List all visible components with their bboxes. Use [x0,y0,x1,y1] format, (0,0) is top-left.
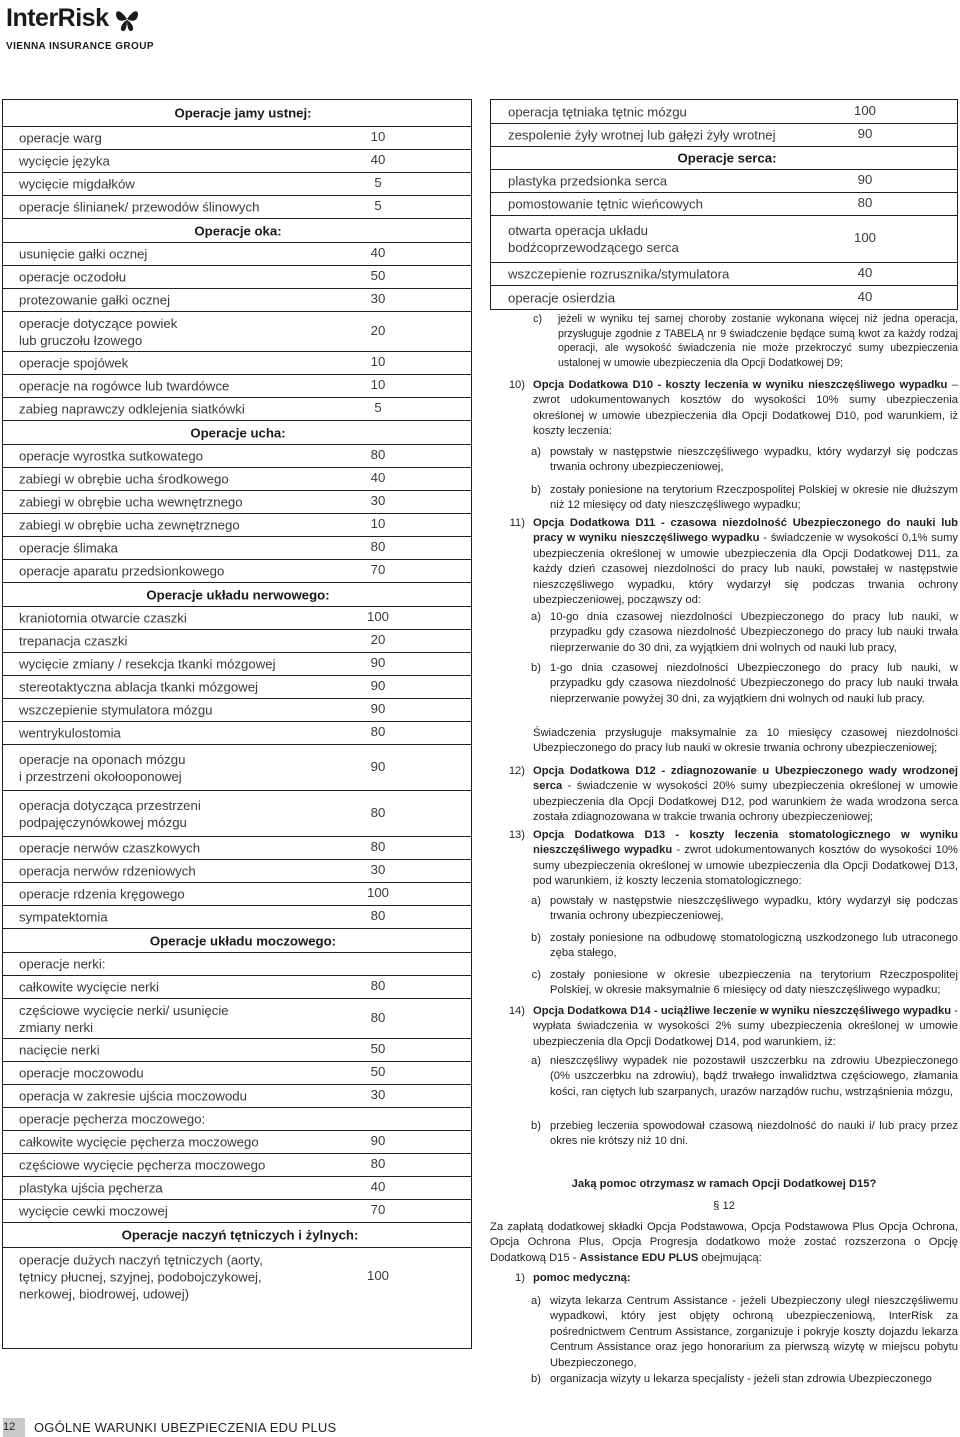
row-value: 10 [370,354,386,369]
right-operations-table [490,99,958,310]
option-d14-text: - wypłata świadczenia w wysokości 2% sumy ubezpieczenia określonej w umowie ubezpieczenia dla Opcji Dodatkowej D14, pod warunkiem, iż: [533,1005,958,1048]
row-label-line: operacje dotyczące powiek [19,315,178,331]
section-title: Operacje naczyń tętniczych i żylnych: [121,1227,359,1243]
option-d11-marker: 11) [509,517,525,529]
d15-intro-tail: obejmującą: [698,1251,762,1264]
row-label: operacja w zakresie ujścia moczowodu [19,1088,247,1104]
option-d14-a [490,1054,958,1100]
row-label: usunięcie gałki ocznej [19,246,148,262]
option-d14-b-marker: b) [531,1120,541,1132]
section-title: Operacje ucha: [190,425,286,440]
page-number: 12 [3,1421,16,1433]
row-label: operacje warg [19,130,102,146]
d15-item-1a-marker: a) [531,1295,541,1307]
table-row [3,882,471,905]
row-value: 80 [370,1009,386,1025]
row-label: operacje na rogówce lub twardówce [19,378,230,394]
option-d11-a [490,610,958,656]
row-value: 90 [857,172,873,187]
table-row [3,265,471,288]
option-d13 [490,828,958,890]
row-label: całkowite wycięcie pęcherza moczowego [19,1134,259,1150]
table-row [491,192,957,215]
row-value: 50 [370,268,386,283]
table-row [3,790,471,836]
table-row [3,559,471,582]
row-label: pomostowanie tętnic wieńcowych [508,196,703,212]
option-d13-c-text: zostały poniesione w okresie ubezpieczenia na terytorium Rzeczpospolitej Polskiej, w okresie maksymalnie 6 miesięcy od daty nieszczęśliwego wypadku; [550,969,958,997]
row-label: całkowite wycięcie nerki [19,979,159,995]
option-d10-b-marker: b) [531,484,541,496]
option-d10-a [490,445,958,476]
row-label [19,797,201,831]
item-c-marker: c) [533,313,542,325]
table-row [3,288,471,311]
row-value: 100 [853,230,877,245]
row-label: wszczepienie rozrusznika/stymulatora [508,266,730,282]
table-row [3,744,471,790]
table-row [3,905,471,928]
table-row [3,1084,471,1107]
section-sign: § 12 [713,1200,735,1212]
option-d12 [490,764,958,826]
row-label-line: zmiany nerki [19,1019,94,1035]
row-label: wentrykulostomia [19,725,121,741]
row-label: zabieg naprawczy odklejenia siatkówki [19,401,245,417]
option-d11-a-marker: a) [531,611,541,623]
table-row [3,467,471,490]
row-label: zabiegi w obrębie ucha środkowego [19,471,229,487]
row-label: operacje ślinianek/ przewodów ślinowych [19,199,260,215]
table-row [3,859,471,882]
brand-subtitle: VIENNA INSURANCE GROUP [6,41,154,52]
table-row [3,374,471,397]
row-value: 30 [370,862,386,877]
row-value: 50 [370,1064,386,1079]
row-label [19,1002,229,1036]
table-row [3,952,471,975]
row-label: operacje rdzenia kręgowego [19,886,185,902]
row-value: 40 [857,265,873,280]
row-label-line: operacje dużych naczyń tętniczych (aorty, [19,1252,263,1267]
row-label: operacja tętniaka tętnic mózgu [508,104,687,119]
brand-name: InterRisk [6,4,109,32]
row-label-line: podpajęczynówkowej mózgu [19,814,187,830]
row-label-line: operacja dotycząca przestrzeni [19,797,201,813]
section-title: Operacje układu nerwowego: [146,587,330,602]
table-row [3,998,471,1038]
table-row [3,606,471,629]
section-header [3,420,471,444]
page-footer [0,1418,340,1437]
row-label-line: częściowe wycięcie nerki/ usunięcie [19,1002,229,1018]
row-value: 80 [370,1156,386,1171]
table-row [3,242,471,265]
d15-item-1b [490,1372,958,1387]
d15-item-1b-text: organizacja wizyty u lekarza specjalisty - jeżeli stan zdrowia Ubezpieczonego [550,1373,932,1385]
option-d14-b [490,1119,958,1150]
section-header [3,1222,471,1247]
table-row [3,1176,471,1199]
row-label: kraniotomia otwarcie czaszki [19,610,187,626]
row-label: plastyka ujścia pęcherza [19,1180,163,1196]
option-d10-b-text: zostały poniesione na terytorium Rzeczpospolitej Polskiej w okresie nie dłuższym niż 12 miesięcy od daty nieszczęśliwego wypadku; [550,484,958,512]
table-row [3,1107,471,1130]
row-value: 100 [366,885,390,900]
option-d11-b [490,661,958,707]
option-d14-a-text: nieszczęśliwy wypadek nie pozostawił uszczerbku na zdrowiu Ubezpieczonego (0% uszczerbku na zdrowiu), bądź trwałego inwalidztwa częściowego, złamania kości, ran ciętych lub szarpanych, urazów narządów ruchu, wstrząśnienia mózgu, [550,1055,958,1098]
d15-item-1a-text: wizyta lekarza Centrum Assistance - jeżeli Ubezpieczony uległ nieszczęśliwemu wypadkowi, który jest objęty ochroną ubezpieczeniową, InterRisk za pośrednictwem Centrum Assistance, zorganizuje i pokryje koszty dojazdu lekarza Centrum Assistance oraz jego honorarium za pierwszą wizytę w miejscu pobytu Ubezpieczonego, [550,1295,958,1369]
row-label: protezowanie gałki ocznej [19,292,171,308]
option-d14-marker: 14) [508,1005,525,1017]
row-value: 80 [370,908,386,923]
row-value: 10 [370,377,386,392]
row-label: nacięcie nerki [19,1042,100,1058]
table-row [491,100,957,123]
table-row [3,698,471,721]
row-label: operacje oczodołu [19,269,127,285]
section-title: Operacje oka: [194,223,282,238]
row-value: 70 [370,1202,386,1217]
row-value: 100 [366,609,390,624]
row-value: 10 [370,129,386,144]
row-label-line: operacje na oponach mózgu [19,751,186,767]
option-d13-c-marker: c) [531,969,541,981]
row-label-line: nerkowej, biodrowej, udowej) [19,1286,190,1301]
table-row [491,215,957,262]
row-label: zabiegi w obrębie ucha zewnętrznego [19,517,240,533]
d15-intro-bold: Assistance EDU PLUS [579,1251,699,1264]
option-d12-text: - świadczenie w wysokości 20% sumy ubezpieczenia określonej w umowie ubezpieczenia dla Opcji Dodatkowej D12, pod warunkiem że wada wrodzona serca została zdiagnozowana w trakcie trwania ochrony ubezpieczeniowej; [533,780,958,824]
row-label: operacje pęcherza moczowego: [19,1111,206,1127]
row-label: wycięcie migdałków [19,176,135,192]
option-d11-note: Świadczenia przysługuje maksymalnie za 10 miesięcy czasowej niezdolności Ubezpieczonego do pracy lub nauki w okresie trwania ochrony ubezpieczeniowej; [533,727,958,755]
row-value: 50 [370,1041,386,1056]
row-value: 80 [370,447,386,462]
table-row [3,836,471,859]
row-label: operacje ślimaka [19,540,118,556]
row-value: 5 [374,400,382,415]
row-label [19,751,185,785]
row-label: częściowe wycięcie pęcherza moczowego [19,1157,266,1173]
row-label: wycięcie języka [19,153,110,169]
table-row [3,397,471,420]
row-value: 40 [370,245,386,260]
section-title: Operacje jamy ustnej: [174,105,312,121]
row-label-line: i przestrzeni okołooponowej [19,768,182,784]
table-row [3,629,471,652]
section-header [3,582,471,606]
row-label: operacje nerwów czaszkowych [19,840,201,856]
option-d11-a-text: 10-go dnia czasowej niezdolności Ubezpieczonego do pracy lub nauki, w przypadku gdy czasowa niezdolność Ubezpieczonego do pracy lub nauki trwała nieprzerwanie do 30 dni, za wyjątkiem dni wolnych od nauki lub pracy, [550,611,958,654]
row-value: 90 [370,758,386,774]
table-row [3,311,471,351]
d15-intro-text: Za zapłatą dodatkowej składki Opcja Podstawowa, Opcja Podstawowa Plus Opcja Ochrona, Opcja Ochrona Plus, Opcja Progresja dodatkowo może zostać rozszerzona o Opcję Dodatkową D15 - [490,1221,958,1264]
table-row [491,169,957,192]
d15-item-1-title: pomoc medyczną: [533,1272,631,1284]
table-row [3,1199,471,1222]
option-d13-a [490,894,958,925]
row-label: wycięcie cewki moczowej [19,1203,168,1219]
item-c [490,312,958,370]
butterfly-icon [114,4,140,34]
option-d13-b-marker: b) [531,932,541,944]
table-row [3,172,471,195]
option-d10-b [490,483,958,514]
option-d11 [490,516,958,608]
row-value: 30 [370,493,386,508]
option-d10-title: Opcja Dodatkowa D10 - koszty leczenia w wyniku nieszczęśliwego wypadku [533,379,948,391]
row-label: trepanacja czaszki [19,633,128,649]
row-label: operacja nerwów rdzeniowych [19,863,196,879]
row-value: 5 [374,198,382,213]
option-d10 [490,378,958,440]
row-label: zabiegi w obrębie ucha wewnętrznego [19,494,243,510]
row-label-line: otwarta operacja układu [508,223,649,238]
row-value: 90 [857,126,873,141]
d15-heading: Jaką pomoc otrzymasz w ramach Opcji Dodatkowej D15? [571,1178,877,1190]
option-d11-title: Opcja Dodatkowa D11 - czasowa niezdolność Ubezpieczonego do nauki lub pracy w wyniku nieszczęśliwego wypadku [533,517,958,545]
row-value: 40 [857,289,873,304]
option-d13-text: - zwrot udokumentowanych kosztów do wysokości 10% sumy ubezpieczenia określonej w umowie ubezpieczenia dla Opcji Dodatkowej D13, pod warunkiem, iż koszty leczenia stomatologicznego: [533,844,958,888]
row-label: stereotaktyczna ablacja tkanki mózgowej [19,679,258,695]
row-value: 90 [370,655,386,670]
option-d11-text: - świadczenie w wysokości 0,1% sumy ubezpieczenia określonej w umowie ubezpieczenia dla Opcji Dodatkowej D11, za każdy dzień czasowej niezdolności do pracy lub nauki, powstałej w następstwie nieszczęśliwego wypadku, który wydarzył się podczas trwania ochrony ubezpieczeniowej, począwszy od: [533,532,958,607]
row-value: 100 [366,1267,390,1283]
d15-item-1 [490,1271,958,1286]
row-value: 80 [857,195,873,210]
table-row [3,652,471,675]
section-header [3,218,471,242]
table-row [491,123,957,146]
row-label [19,315,177,349]
row-label: operacje moczowodu [19,1065,144,1081]
row-value: 80 [370,539,386,554]
table-row [3,536,471,559]
row-value: 30 [370,291,386,306]
table-row [3,975,471,998]
table-row [3,1130,471,1153]
interrisk-logo [6,4,154,54]
option-d10-a-marker: a) [531,446,541,458]
option-d13-a-text: powstały w następstwie nieszczęśliwego wypadku, który wydarzył się podczas trwania ochrony ubezpieczeniowej, [550,895,958,923]
row-label [19,1251,263,1302]
table-row [3,675,471,698]
table-row [3,721,471,744]
d15-item-1-marker: 1) [515,1272,525,1284]
table-row [3,1153,471,1176]
row-label: operacje nerki: [19,956,106,972]
row-value: 20 [370,322,386,338]
row-value: 40 [370,470,386,485]
section-header [491,146,957,169]
row-value: 90 [370,1133,386,1148]
table-row [3,1038,471,1061]
option-d12-marker: 12) [508,765,525,777]
table-row [491,262,957,285]
option-d13-marker: 13) [508,829,525,841]
option-d13-b-text: zostały poniesione na odbudowę stomatologiczną uszkodzonego lub utraconego zęba stałego, [550,932,958,960]
section-title: Operacje układu moczowego: [149,933,337,948]
row-value: 40 [370,152,386,167]
footer-title: OGÓLNE WARUNKI UBEZPIECZENIA EDU PLUS [34,1420,337,1435]
section-title: Operacje serca: [677,150,777,166]
table-row [491,285,957,310]
table-row [3,351,471,374]
row-label-line: tętnicy płucnej, szyjnej, podobojczykowej, [19,1269,262,1284]
table-row [3,513,471,536]
row-value: 10 [370,516,386,531]
section-header [3,100,471,126]
row-value: 80 [370,724,386,739]
row-value: 40 [370,1179,386,1194]
d15-item-1b-marker: b) [531,1373,541,1385]
row-value: 100 [853,102,877,118]
option-d10-marker: 10) [508,379,525,391]
row-label: operacje spojówek [19,355,129,371]
option-d14-title: Opcja Dodatkowa D14 - uciążliwe leczenie w wyniku nieszczęśliwego wypadku [533,1005,952,1017]
row-label: operacje osierdzia [508,290,616,306]
row-label: wszczepienie stymulatora mózgu [19,702,213,718]
row-value: 80 [370,978,386,993]
table-row [3,444,471,467]
row-value: 30 [370,1087,386,1102]
row-label-line: lub gruczołu łzowego [19,332,143,348]
d15-intro [490,1220,958,1266]
option-d13-c [490,968,958,999]
row-value: 80 [370,839,386,854]
option-d10-text: – zwrot udokumentowanych kosztów do wysokości 10% sumy ubezpieczenia określonej w umowie ubezpieczenia dla Opcji Dodatkowej D10, pod warunkiem, iż koszty leczenia: [533,379,958,438]
table-row [3,1247,471,1305]
option-d11-b-text: 1-go dnia czasowej niezdolności Ubezpieczonego do pracy lub nauki, w przypadku gdy czasowa niezdolność Ubezpieczonego do pracy lub nauki trwała nieprzerwanie powyżej 30 dni, za wyjątkiem dni wolnych od nauki lub pracy. [550,662,958,705]
table-row [3,1061,471,1084]
option-d12-title: Opcja Dodatkowa D12 - zdiagnozowanie u Ubezpieczonego wady wrodzonej serca [533,765,958,793]
left-operations-table [2,99,472,1349]
table-row [3,195,471,218]
row-label: plastyka przedsionka serca [508,173,668,189]
table-row [3,149,471,172]
row-value: 5 [374,175,382,190]
table-row [3,126,471,149]
option-d13-a-marker: a) [531,895,541,907]
d15-item-1a [490,1294,958,1371]
row-label [508,222,679,256]
option-d14-a-marker: a) [531,1055,541,1067]
option-d13-title: Opcja Dodatkowa D13 - koszty leczenia stomatologicznego w wyniku nieszczęśliwego wypadku [533,829,958,857]
option-d14 [490,1004,958,1050]
row-label: operacje aparatu przedsionkowego [19,563,225,579]
row-value: 80 [370,804,386,820]
row-label: zespolenie żyły wrotnej lub gałęzi żyły wrotnej [508,127,776,143]
row-value: 90 [370,678,386,693]
row-label: sympatektomia [19,909,108,925]
section-header [3,928,471,952]
row-label: operacje wyrostka sutkowatego [19,448,203,464]
row-value: 70 [370,562,386,577]
row-label-line: bodźcoprzewodzącego serca [508,240,679,255]
row-value: 90 [370,701,386,716]
row-value: 20 [370,632,386,647]
option-d10-a-text: powstały w następstwie nieszczęśliwego wypadku, który wydarzył się podczas trwania ochrony ubezpieczeniowej, [550,446,958,474]
option-d14-b-text: przebieg leczenia spowodował czasową niezdolność do nauki i/ lub pracy przez okres nie krótszy niż 10 dni. [550,1120,958,1148]
option-d13-b [490,931,958,962]
item-c-text: jeżeli w wyniku tej samej choroby zostanie wykonana więcej niż jedna operacja, przysługuje zgodnie z TABELĄ nr 9 świadczenie będące sumą kwot za każdy rodzaj operacji, ale wysokość świadczenia nie może przekroczyć sumy ubezpieczenia ustalonej w umowie ubezpieczenia dla Opcji Dodatkowej D9; [558,313,958,369]
table-row [3,490,471,513]
row-label: wycięcie zmiany / resekcja tkanki mózgowej [19,656,276,672]
option-d11-b-marker: b) [531,662,541,674]
